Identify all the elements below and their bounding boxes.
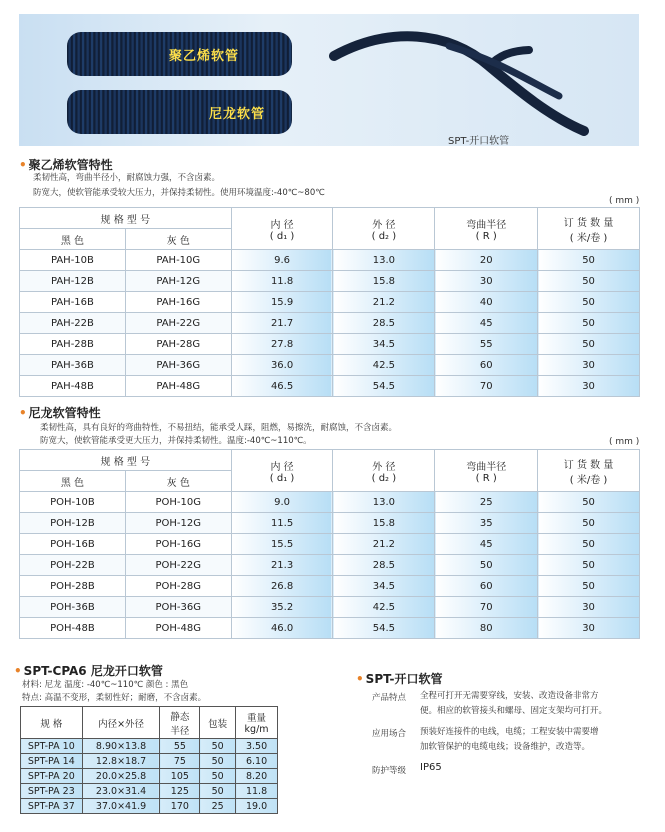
nylon-table-cell: POH-10G <box>125 492 231 513</box>
cpa-table-cell: 12.8×18.7 <box>82 754 160 769</box>
nylon-table-cell: POH-22B <box>20 555 126 576</box>
pe-head-d1: 内 径 ( d₁ ) <box>231 208 333 250</box>
pe-table-cell: PAH-10G <box>125 250 231 271</box>
nylon-table-cell: 50 <box>538 555 640 576</box>
pe-table-cell: 70 <box>435 376 538 397</box>
nylon-hose-label: 尼龙软管 <box>209 107 266 122</box>
nylon-section-title: • 尼龙软管特性 <box>19 406 101 420</box>
pe-table-cell: 15.9 <box>231 292 333 313</box>
pe-table-cell: PAH-28G <box>125 334 231 355</box>
cpa-table-cell: 11.8 <box>236 784 278 799</box>
pe-unit: ( mm ) <box>609 196 640 206</box>
spt-val-features: 全程可打开无需要穿线，安装、改造设备非常方 便。相应的软管接头和螺母、固定支架均可打开。 <box>420 691 608 716</box>
cpa-section-title: • SPT-CPA6 尼龙开口软管 <box>14 664 163 678</box>
split-hose-image <box>329 26 589 136</box>
pe-table-row <box>20 271 640 292</box>
cpa-table-cell: 20.0×25.8 <box>82 769 160 784</box>
nylon-table-cell: 15.8 <box>333 513 435 534</box>
cpa-table-cell: 6.10 <box>236 754 278 769</box>
nylon-table-cell: 50 <box>538 576 640 597</box>
pe-table-cell: 28.5 <box>333 313 435 334</box>
cpa-table-cell: SPT-PA 10 <box>21 739 83 754</box>
nylon-table-cell: POH-36G <box>125 597 231 618</box>
pe-table-cell: PAH-22G <box>125 313 231 334</box>
pe-table-row <box>20 355 640 376</box>
pe-table-cell: 60 <box>435 355 538 376</box>
cpa-head-size: 内径×外径 <box>82 707 160 739</box>
cpa-head-spec: 规 格 <box>21 707 83 739</box>
cpa-table-cell: SPT-PA 14 <box>21 754 83 769</box>
nylon-table-cell: 11.5 <box>231 513 333 534</box>
pe-table-cell: 45 <box>435 313 538 334</box>
nylon-table-cell: 50 <box>538 492 640 513</box>
nylon-table-cell: POH-28G <box>125 576 231 597</box>
cpa-head-pack: 包装 <box>200 707 236 739</box>
nylon-table-row <box>20 534 640 555</box>
pe-head-radius: 弯曲半径 ( R ) <box>435 208 538 250</box>
nylon-table-cell: POH-16B <box>20 534 126 555</box>
pe-desc-1: 柔韧性高，弯曲半径小，耐腐蚀力强，不含卤素。 <box>33 173 221 183</box>
pe-spec-table <box>19 207 640 397</box>
pe-table-cell: 46.5 <box>231 376 333 397</box>
nylon-head-d2: 外 径 ( d₂ ) <box>333 450 435 492</box>
nylon-head-d1: 内 径 ( d₁ ) <box>231 450 333 492</box>
pe-table-cell: 50 <box>538 313 640 334</box>
pe-table-cell: PAH-48G <box>125 376 231 397</box>
pe-table-cell: 42.5 <box>333 355 435 376</box>
cpa-table-row <box>21 739 278 754</box>
pe-table-row <box>20 250 640 271</box>
pe-table-cell: 30 <box>435 271 538 292</box>
nylon-table-cell: POH-16G <box>125 534 231 555</box>
cpa-table-cell: 8.20 <box>236 769 278 784</box>
cpa-table-cell: 105 <box>160 769 200 784</box>
cpa-table-row <box>21 799 278 814</box>
nylon-spec-table <box>19 449 640 639</box>
pe-section-title: • 聚乙烯软管特性 <box>19 158 113 172</box>
nylon-table-cell: 50 <box>538 534 640 555</box>
nylon-table-row <box>20 513 640 534</box>
cpa-table-cell: 3.50 <box>236 739 278 754</box>
spt-val-protection: IP65 <box>420 762 442 773</box>
spt-key-protection: 防护等级 <box>372 766 407 776</box>
pe-table-row <box>20 313 640 334</box>
pe-table-cell: 50 <box>538 292 640 313</box>
nylon-table-cell: POH-22G <box>125 555 231 576</box>
pe-table-cell: PAH-36G <box>125 355 231 376</box>
nylon-table-cell: 35.2 <box>231 597 333 618</box>
cpa-table-cell: 25 <box>200 799 236 814</box>
pe-table-cell: 30 <box>538 355 640 376</box>
pe-head-gray: 灰 色 <box>125 229 231 250</box>
nylon-table-cell: 13.0 <box>333 492 435 513</box>
nylon-table-body <box>20 492 640 639</box>
pe-table-row <box>20 334 640 355</box>
nylon-table-cell: 9.0 <box>231 492 333 513</box>
pe-table-row <box>20 376 640 397</box>
cpa-table-cell: 19.0 <box>236 799 278 814</box>
cpa-table-cell: 37.0×41.9 <box>82 799 160 814</box>
pe-table-cell: 30 <box>538 376 640 397</box>
cpa-table-row <box>21 784 278 799</box>
pe-table-cell: 15.8 <box>333 271 435 292</box>
nylon-table-cell: POH-48G <box>125 618 231 639</box>
nylon-table-cell: 80 <box>435 618 538 639</box>
cpa-table-row <box>21 754 278 769</box>
nylon-table-cell: POH-48B <box>20 618 126 639</box>
pe-head-d2: 外 径 ( d₂ ) <box>333 208 435 250</box>
spt-section-title: • SPT-开口软管 <box>356 672 443 686</box>
nylon-head-qty: 订 货 数 量 ( 米/卷 ) <box>538 450 640 492</box>
cpa-table-cell: 55 <box>160 739 200 754</box>
pe-table-cell: PAH-12G <box>125 271 231 292</box>
cpa-head-radius: 静态 半径 <box>160 707 200 739</box>
nylon-table-cell: 42.5 <box>333 597 435 618</box>
nylon-table-cell: 21.2 <box>333 534 435 555</box>
cpa-table-body <box>21 739 278 814</box>
product-banner <box>19 14 639 146</box>
nylon-table-cell: 50 <box>435 555 538 576</box>
cpa-table-cell: 50 <box>200 769 236 784</box>
pe-table-cell: 9.6 <box>231 250 333 271</box>
cpa-table-row <box>21 769 278 784</box>
pe-table-cell: 13.0 <box>333 250 435 271</box>
nylon-table-cell: 30 <box>538 597 640 618</box>
pe-table-cell: 50 <box>538 334 640 355</box>
pe-table-cell: PAH-28B <box>20 334 126 355</box>
pe-table-cell: PAH-22B <box>20 313 126 334</box>
pe-table-cell: 50 <box>538 271 640 292</box>
nylon-table-cell: 26.8 <box>231 576 333 597</box>
split-hose-caption: SPT-开口软管 <box>448 136 510 147</box>
nylon-unit: ( mm ) <box>609 437 640 447</box>
cpa-table-cell: 125 <box>160 784 200 799</box>
nylon-head-gray: 灰 色 <box>125 471 231 492</box>
pe-table-cell: 11.8 <box>231 271 333 292</box>
pe-desc-2: 防宽大，使软管能承受较大压力，并保持柔韧性。使用环境温度:-40℃~80℃ <box>33 188 325 198</box>
pe-table-cell: 40 <box>435 292 538 313</box>
cpa-material: 材料: 尼龙 温度: -40℃~110℃ 颜色 : 黑色 <box>22 680 189 690</box>
nylon-table-cell: 35 <box>435 513 538 534</box>
cpa-table-cell: SPT-PA 20 <box>21 769 83 784</box>
pe-table-cell: 20 <box>435 250 538 271</box>
cpa-table-cell: SPT-PA 37 <box>21 799 83 814</box>
nylon-table-cell: 70 <box>435 597 538 618</box>
cpa-table-cell: 75 <box>160 754 200 769</box>
nylon-table-cell: 54.5 <box>333 618 435 639</box>
cpa-table-cell: 170 <box>160 799 200 814</box>
nylon-table-row <box>20 492 640 513</box>
pe-table-cell: 27.8 <box>231 334 333 355</box>
nylon-table-cell: POH-28B <box>20 576 126 597</box>
pe-table-cell: PAH-16B <box>20 292 126 313</box>
pe-head-qty: 订 货 数 量 ( 米/卷 ) <box>538 208 640 250</box>
nylon-table-cell: 25 <box>435 492 538 513</box>
nylon-head-radius: 弯曲半径 ( R ) <box>435 450 538 492</box>
nylon-table-cell: 28.5 <box>333 555 435 576</box>
pe-table-cell: PAH-10B <box>20 250 126 271</box>
pe-table-body <box>20 250 640 397</box>
nylon-table-cell: 34.5 <box>333 576 435 597</box>
pe-table-cell: 55 <box>435 334 538 355</box>
nylon-table-cell: 30 <box>538 618 640 639</box>
nylon-head-black: 黑 色 <box>20 471 126 492</box>
pe-table-cell: 50 <box>538 250 640 271</box>
nylon-table-row <box>20 597 640 618</box>
nylon-table-cell: 60 <box>435 576 538 597</box>
pe-table-cell: PAH-12B <box>20 271 126 292</box>
nylon-desc-1: 柔韧性高，具有良好的弯曲特性，不易扭结，能承受人踩，阻燃，易擦洗，耐腐蚀，不含卤素。 <box>40 423 398 433</box>
nylon-table-row <box>20 576 640 597</box>
nylon-desc-2: 防宽大，使软管能承受更大压力，并保持柔韧性。温度:-40℃~110℃。 <box>40 436 312 446</box>
nylon-table-row <box>20 555 640 576</box>
cpa-table-cell: 23.0×31.4 <box>82 784 160 799</box>
nylon-table-cell: 15.5 <box>231 534 333 555</box>
cpa-table-cell: 50 <box>200 754 236 769</box>
pe-hose-label: 聚乙烯软管 <box>169 49 240 64</box>
nylon-table-cell: 46.0 <box>231 618 333 639</box>
spt-key-application: 应用场合 <box>372 729 407 739</box>
cpa-table-cell: 8.90×13.8 <box>82 739 160 754</box>
spt-key-features: 产品特点 <box>372 693 407 703</box>
cpa-spec-table <box>20 706 278 814</box>
pe-table-cell: PAH-36B <box>20 355 126 376</box>
nylon-table-cell: 21.3 <box>231 555 333 576</box>
pe-table-cell: 54.5 <box>333 376 435 397</box>
nylon-table-cell: POH-10B <box>20 492 126 513</box>
pe-head-spec: 规 格 型 号 <box>20 208 232 229</box>
pe-table-row <box>20 292 640 313</box>
spt-val-application: 预装好连接件的电线，电缆；工程安装中需要增 加软管保护的电缆电线；设备维护，改造等。 <box>420 727 599 752</box>
cpa-head-weight: 重量 kg/m <box>236 707 278 739</box>
nylon-table-cell: POH-12G <box>125 513 231 534</box>
cpa-table-cell: 50 <box>200 784 236 799</box>
pe-table-cell: 36.0 <box>231 355 333 376</box>
pe-table-cell: 21.7 <box>231 313 333 334</box>
nylon-table-row <box>20 618 640 639</box>
pe-head-black: 黑 色 <box>20 229 126 250</box>
cpa-table-cell: 50 <box>200 739 236 754</box>
pe-table-cell: 34.5 <box>333 334 435 355</box>
nylon-table-cell: 50 <box>538 513 640 534</box>
nylon-head-spec: 规 格 型 号 <box>20 450 232 471</box>
nylon-table-cell: 45 <box>435 534 538 555</box>
nylon-table-cell: POH-12B <box>20 513 126 534</box>
nylon-table-cell: POH-36B <box>20 597 126 618</box>
pe-table-cell: PAH-16G <box>125 292 231 313</box>
cpa-feature: 特点: 高温不变形，柔韧性好；耐磨，不含卤素。 <box>22 693 207 703</box>
pe-table-cell: PAH-48B <box>20 376 126 397</box>
cpa-table-cell: SPT-PA 23 <box>21 784 83 799</box>
pe-table-cell: 21.2 <box>333 292 435 313</box>
